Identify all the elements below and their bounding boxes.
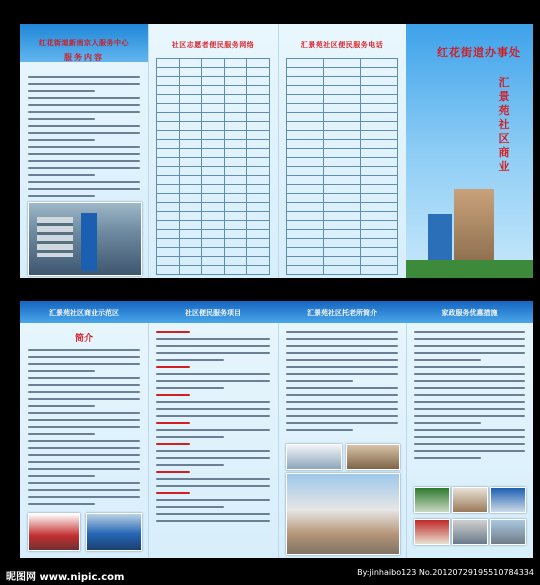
table-row: [287, 158, 398, 167]
storefront-photo: [28, 513, 80, 551]
building-photo: [28, 202, 142, 276]
table-cell: [247, 158, 270, 167]
table-cell: [247, 167, 270, 176]
table-cell: [287, 131, 324, 140]
table-cell: [361, 167, 398, 176]
table-cell: [157, 158, 180, 167]
commercial-zone-panel: [20, 301, 149, 558]
table-cell: [224, 194, 247, 203]
cover-vertical-title: 汇 景 苑 社 区 商 业: [498, 76, 510, 173]
panel-subtitle: 服务内容: [64, 53, 104, 62]
table-cell: [324, 77, 361, 86]
table-cell: [247, 113, 270, 122]
table-cell: [157, 59, 180, 68]
table-cell: [247, 212, 270, 221]
table-cell: [202, 122, 225, 131]
table-cell: [202, 239, 225, 248]
table-cell: [287, 104, 324, 113]
table-row: [157, 185, 270, 194]
body-text-block: [286, 331, 398, 436]
table-cell: [361, 185, 398, 194]
table-cell: [179, 104, 202, 113]
table-cell: [361, 203, 398, 212]
table-cell: [179, 248, 202, 257]
table-cell: [224, 104, 247, 113]
table-cell: [202, 248, 225, 257]
table-cell: [202, 230, 225, 239]
table-cell: [179, 86, 202, 95]
table-row: [157, 95, 270, 104]
image-credit: By:jinhaibo123 No.20120729195510784334: [357, 568, 534, 577]
table-cell: [361, 221, 398, 230]
table-cell: [324, 113, 361, 122]
table-row: [287, 95, 398, 104]
table-row: [287, 86, 398, 95]
table-cell: [179, 149, 202, 158]
panel-header-band: 汇景苑社区商业示范区: [20, 301, 148, 323]
table-row: [287, 257, 398, 266]
panel-header-band: 汇景苑社区托老所简介: [278, 301, 406, 323]
table-row: [157, 266, 270, 275]
table-row: [287, 239, 398, 248]
body-text-block: [28, 76, 140, 202]
table-cell: [287, 176, 324, 185]
table-cell: [324, 59, 361, 68]
shrubbery: [406, 260, 533, 278]
table-cell: [157, 221, 180, 230]
phone-table: [286, 58, 398, 275]
table-cell: [224, 77, 247, 86]
table-cell: [202, 212, 225, 221]
table-row: [287, 140, 398, 149]
table-cell: [247, 104, 270, 113]
cover-panel: [406, 24, 533, 278]
table-cell: [202, 221, 225, 230]
table-cell: [224, 221, 247, 230]
table-cell: [202, 140, 225, 149]
table-cell: [157, 203, 180, 212]
table-cell: [157, 149, 180, 158]
table-cell: [361, 59, 398, 68]
table-cell: [287, 203, 324, 212]
table-cell: [157, 86, 180, 95]
table-cell: [224, 230, 247, 239]
building-windows: [37, 217, 73, 257]
volunteer-network-panel: [148, 24, 279, 278]
table-cell: [179, 257, 202, 266]
table-row: [157, 68, 270, 77]
table-cell: [324, 239, 361, 248]
table-cell: [361, 176, 398, 185]
table-cell: [157, 230, 180, 239]
storefront-photo: [86, 513, 142, 551]
table-cell: [287, 248, 324, 257]
table-cell: [157, 194, 180, 203]
table-cell: [157, 140, 180, 149]
table-cell: [179, 59, 202, 68]
table-cell: [224, 167, 247, 176]
table-cell: [157, 122, 180, 131]
table-cell: [287, 257, 324, 266]
table-row: [157, 59, 270, 68]
table-cell: [179, 113, 202, 122]
table-row: [157, 77, 270, 86]
table-row: [157, 248, 270, 257]
panel-title: 汇景苑社区便民服务电话: [300, 41, 384, 49]
shop-photo: [414, 487, 450, 513]
table-cell: [224, 59, 247, 68]
table-row: [287, 221, 398, 230]
table-cell: [179, 221, 202, 230]
table-row: [157, 113, 270, 122]
table-cell: [224, 158, 247, 167]
table-cell: [361, 158, 398, 167]
table-cell: [324, 176, 361, 185]
table-cell: [157, 185, 180, 194]
cover-title: 红花街道办事处: [437, 46, 521, 59]
table-cell: [224, 266, 247, 275]
table-cell: [361, 212, 398, 221]
table-cell: [202, 149, 225, 158]
table-row: [157, 239, 270, 248]
care-center-photo: [346, 444, 400, 470]
table-cell: [361, 266, 398, 275]
site-logo: 昵图网 www.nipic.com: [6, 572, 125, 583]
table-row: [287, 230, 398, 239]
table-cell: [361, 194, 398, 203]
table-cell: [361, 230, 398, 239]
table-cell: [287, 122, 324, 131]
table-cell: [247, 194, 270, 203]
table-cell: [224, 185, 247, 194]
table-cell: [324, 185, 361, 194]
table-cell: [157, 167, 180, 176]
panel-header-band: 家政服务优惠措施: [406, 301, 533, 323]
table-cell: [224, 176, 247, 185]
table-cell: [247, 230, 270, 239]
table-cell: [247, 203, 270, 212]
table-cell: [179, 266, 202, 275]
table-cell: [324, 194, 361, 203]
shop-photo: [490, 519, 526, 545]
table-cell: [224, 113, 247, 122]
table-cell: [324, 95, 361, 104]
table-cell: [287, 68, 324, 77]
table-cell: [287, 140, 324, 149]
table-cell: [361, 131, 398, 140]
table-row: [287, 122, 398, 131]
table-cell: [361, 95, 398, 104]
table-cell: [247, 131, 270, 140]
table-cell: [247, 68, 270, 77]
table-cell: [179, 77, 202, 86]
table-row: [157, 230, 270, 239]
table-cell: [179, 68, 202, 77]
table-cell: [202, 131, 225, 140]
table-cell: [202, 266, 225, 275]
table-cell: [157, 248, 180, 257]
table-cell: [324, 248, 361, 257]
table-cell: [157, 131, 180, 140]
table-cell: [324, 158, 361, 167]
table-cell: [202, 167, 225, 176]
care-center-building-photo: [286, 473, 400, 555]
table-cell: [247, 95, 270, 104]
table-cell: [157, 113, 180, 122]
table-cell: [224, 86, 247, 95]
table-cell: [179, 95, 202, 104]
panel-title: 红花街道新南京人服务中心: [39, 39, 129, 47]
table-cell: [361, 257, 398, 266]
table-cell: [287, 230, 324, 239]
table-cell: [361, 86, 398, 95]
table-cell: [324, 104, 361, 113]
table-cell: [361, 104, 398, 113]
table-cell: [179, 122, 202, 131]
table-row: [287, 167, 398, 176]
table-cell: [202, 158, 225, 167]
table-cell: [361, 77, 398, 86]
table-row: [157, 203, 270, 212]
table-cell: [157, 95, 180, 104]
table-cell: [224, 149, 247, 158]
table-cell: [324, 122, 361, 131]
table-cell: [324, 212, 361, 221]
table-cell: [179, 194, 202, 203]
table-cell: [287, 59, 324, 68]
volunteer-table: [156, 58, 270, 275]
table-cell: [247, 257, 270, 266]
table-cell: [287, 149, 324, 158]
service-center-panel: [20, 24, 149, 278]
table-cell: [287, 77, 324, 86]
table-cell: [179, 239, 202, 248]
table-row: [287, 131, 398, 140]
table-cell: [202, 104, 225, 113]
table-cell: [224, 68, 247, 77]
table-cell: [287, 158, 324, 167]
table-cell: [247, 239, 270, 248]
panel-subtitle: 简介: [74, 334, 93, 344]
table-cell: [247, 266, 270, 275]
body-text-block: [414, 331, 525, 464]
housekeeping-panel: [406, 301, 533, 558]
table-row: [287, 194, 398, 203]
table-cell: [224, 212, 247, 221]
table-cell: [287, 113, 324, 122]
table-cell: [287, 212, 324, 221]
table-row: [287, 104, 398, 113]
table-cell: [157, 212, 180, 221]
table-row: [287, 77, 398, 86]
table-row: [157, 122, 270, 131]
shop-photo: [452, 519, 488, 545]
watermark-footer: [0, 563, 540, 585]
table-cell: [179, 185, 202, 194]
table-row: [287, 212, 398, 221]
table-row: [157, 149, 270, 158]
table-cell: [179, 212, 202, 221]
table-row: [157, 158, 270, 167]
table-cell: [361, 122, 398, 131]
table-cell: [247, 140, 270, 149]
table-row: [287, 203, 398, 212]
table-cell: [224, 239, 247, 248]
table-cell: [324, 68, 361, 77]
table-row: [157, 140, 270, 149]
table-cell: [361, 140, 398, 149]
table-cell: [287, 194, 324, 203]
table-row: [157, 104, 270, 113]
table-row: [157, 167, 270, 176]
table-cell: [202, 176, 225, 185]
table-row: [157, 194, 270, 203]
table-cell: [202, 203, 225, 212]
table-cell: [157, 77, 180, 86]
shop-photo: [414, 519, 450, 545]
table-cell: [224, 131, 247, 140]
table-cell: [224, 95, 247, 104]
table-cell: [361, 239, 398, 248]
table-row: [287, 185, 398, 194]
table-cell: [287, 185, 324, 194]
table-row: [287, 149, 398, 158]
table-cell: [247, 77, 270, 86]
table-cell: [157, 239, 180, 248]
table-cell: [247, 149, 270, 158]
table-row: [287, 266, 398, 275]
table-cell: [202, 113, 225, 122]
table-cell: [287, 239, 324, 248]
table-cell: [324, 221, 361, 230]
table-cell: [324, 149, 361, 158]
table-row: [287, 113, 398, 122]
body-text-block: [28, 349, 140, 510]
service-list: [156, 331, 270, 527]
table-cell: [202, 86, 225, 95]
table-cell: [157, 104, 180, 113]
table-row: [157, 212, 270, 221]
table-cell: [157, 68, 180, 77]
table-cell: [157, 176, 180, 185]
apartment-building: [454, 189, 494, 269]
table-cell: [179, 203, 202, 212]
table-cell: [247, 248, 270, 257]
table-cell: [247, 176, 270, 185]
shop-photo: [452, 487, 488, 513]
table-cell: [324, 230, 361, 239]
table-cell: [247, 59, 270, 68]
care-center-photo: [286, 444, 342, 470]
service-phone-panel: [278, 24, 407, 278]
table-cell: [202, 77, 225, 86]
table-cell: [224, 203, 247, 212]
shop-photo: [490, 487, 526, 513]
table-row: [157, 176, 270, 185]
table-cell: [287, 266, 324, 275]
table-cell: [179, 140, 202, 149]
table-cell: [287, 221, 324, 230]
table-cell: [202, 185, 225, 194]
convenience-services-panel: [148, 301, 279, 558]
panel-title: 社区志愿者便民服务网络: [171, 41, 255, 49]
table-cell: [361, 149, 398, 158]
table-cell: [224, 248, 247, 257]
table-cell: [324, 257, 361, 266]
table-cell: [361, 113, 398, 122]
vertical-sign: [81, 213, 97, 271]
table-cell: [247, 185, 270, 194]
table-cell: [224, 257, 247, 266]
table-cell: [324, 131, 361, 140]
table-cell: [202, 194, 225, 203]
table-cell: [324, 140, 361, 149]
table-cell: [247, 122, 270, 131]
table-cell: [324, 167, 361, 176]
table-cell: [202, 68, 225, 77]
table-cell: [287, 95, 324, 104]
table-cell: [179, 230, 202, 239]
table-cell: [361, 68, 398, 77]
table-row: [157, 257, 270, 266]
elder-care-panel: [278, 301, 407, 558]
table-cell: [202, 59, 225, 68]
table-cell: [179, 176, 202, 185]
bottom-brochure-sheet: [20, 301, 533, 558]
table-row: [287, 248, 398, 257]
top-brochure-sheet: [20, 24, 533, 278]
table-cell: [247, 221, 270, 230]
table-cell: [247, 86, 270, 95]
table-row: [287, 59, 398, 68]
table-cell: [324, 203, 361, 212]
table-cell: [179, 131, 202, 140]
table-row: [287, 176, 398, 185]
table-cell: [224, 122, 247, 131]
table-cell: [324, 266, 361, 275]
table-cell: [324, 86, 361, 95]
table-cell: [157, 266, 180, 275]
table-row: [157, 86, 270, 95]
table-cell: [202, 257, 225, 266]
table-cell: [202, 95, 225, 104]
table-cell: [361, 248, 398, 257]
table-cell: [179, 158, 202, 167]
table-row: [287, 68, 398, 77]
table-cell: [287, 86, 324, 95]
panel-header-band: 社区便民服务项目: [148, 301, 278, 323]
table-cell: [157, 257, 180, 266]
table-row: [157, 131, 270, 140]
table-cell: [179, 167, 202, 176]
table-cell: [224, 140, 247, 149]
table-cell: [287, 167, 324, 176]
table-row: [157, 221, 270, 230]
